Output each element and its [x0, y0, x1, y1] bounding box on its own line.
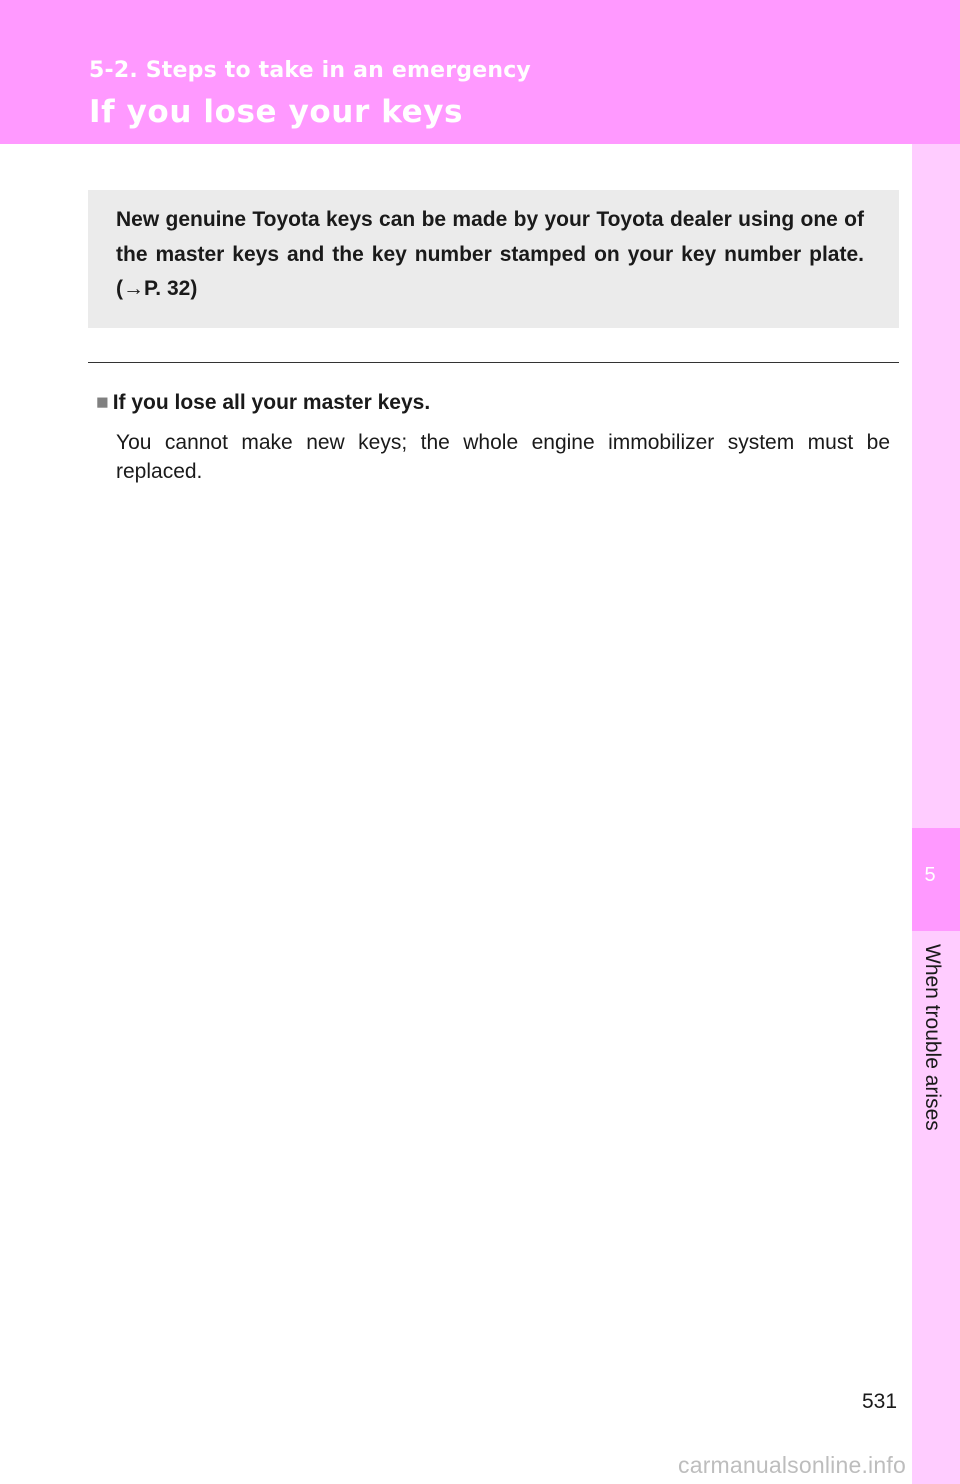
header-banner [0, 0, 960, 144]
intro-box [88, 190, 899, 328]
note-body: You cannot make new keys; the whole engine immobilizer system must be replaced. [116, 431, 890, 483]
divider [88, 362, 899, 363]
page-title: If you lose your keys [89, 94, 464, 130]
section-label: 5-2. Steps to take in an emergency [89, 58, 531, 83]
chapter-number: 5 [924, 864, 936, 886]
chapter-tab [912, 828, 960, 931]
intro-text: New genuine Toyota keys can be made by your Toyota dealer using one of the master keys and the key number stamped on your key number plate. (→P. 32) [116, 208, 864, 300]
side-strip [912, 144, 960, 1484]
note-heading [96, 391, 430, 415]
note-heading-text: If you lose all your master keys. [112, 391, 431, 414]
chapter-title: When trouble arises [921, 944, 944, 1131]
square-bullet-icon: ■ [96, 391, 109, 414]
watermark: carmanualsonline.info [678, 1452, 906, 1478]
page-number: 531 [862, 1390, 898, 1413]
